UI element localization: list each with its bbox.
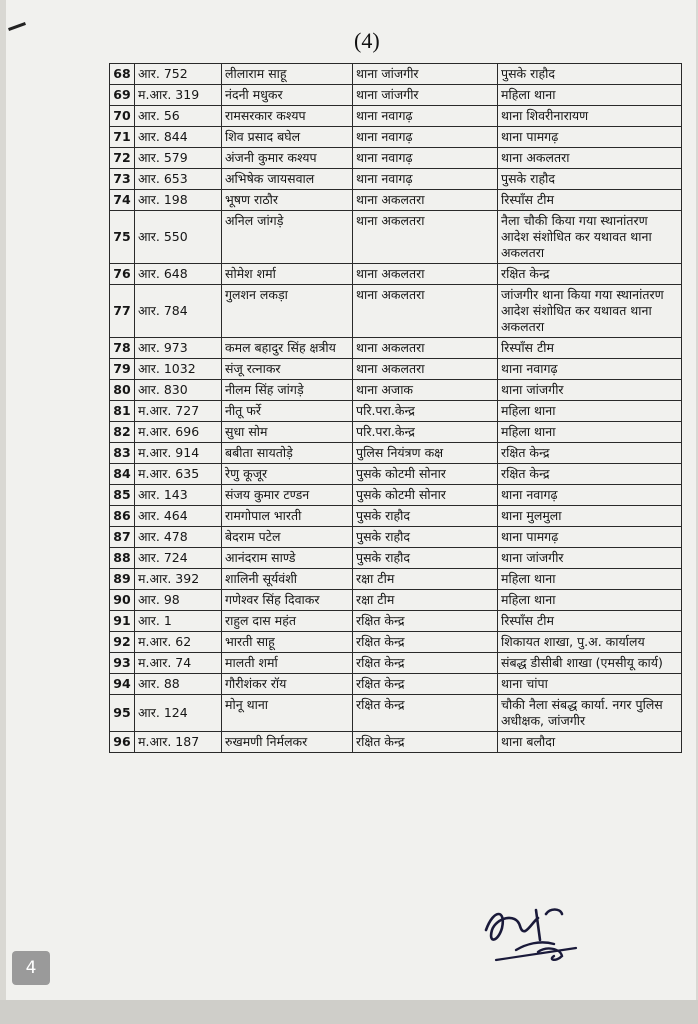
serial-number-cell: 88 [110, 548, 135, 569]
serial-number-cell: 85 [110, 485, 135, 506]
table-row [110, 695, 682, 732]
rank-number-cell: आर. 724 [135, 548, 222, 569]
viewer-page-badge[interactable]: 4 [12, 951, 50, 985]
name-cell: संजू रत्नाकर [222, 359, 353, 380]
serial-number-cell: 95 [110, 695, 135, 732]
name-cell: नीलम सिंह जांगड़े [222, 380, 353, 401]
serial-number-cell: 75 [110, 211, 135, 264]
table-row [110, 506, 682, 527]
table-row [110, 590, 682, 611]
table-row [110, 64, 682, 85]
to-posting-cell: महिला थाना [498, 85, 682, 106]
to-posting-cell: रक्षित केन्द्र [498, 464, 682, 485]
to-posting-cell: थाना मुलमुला [498, 506, 682, 527]
name-cell: गणेश्वर सिंह दिवाकर [222, 590, 353, 611]
name-cell: रुखमणी निर्मलकर [222, 732, 353, 753]
from-posting-cell: पुसके राहौद [353, 527, 498, 548]
serial-number-cell: 84 [110, 464, 135, 485]
serial-number-cell: 76 [110, 264, 135, 285]
from-posting-cell: थाना नवागढ़ [353, 106, 498, 127]
serial-number-cell: 82 [110, 422, 135, 443]
serial-number-cell: 96 [110, 732, 135, 753]
serial-number-cell: 72 [110, 148, 135, 169]
to-posting-cell: थाना अकलतरा [498, 148, 682, 169]
table-row [110, 148, 682, 169]
name-cell: लीलाराम साहू [222, 64, 353, 85]
serial-number-cell: 77 [110, 285, 135, 338]
name-cell: गुलशन लकड़ा [222, 285, 353, 338]
table-row [110, 674, 682, 695]
rank-number-cell: आर. 143 [135, 485, 222, 506]
to-posting-cell: रक्षित केन्द्र [498, 264, 682, 285]
rank-number-cell: आर. 1 [135, 611, 222, 632]
rank-number-cell: आर. 784 [135, 285, 222, 338]
from-posting-cell: रक्षित केन्द्र [353, 674, 498, 695]
name-cell: बबीता सायतोड़े [222, 443, 353, 464]
serial-number-cell: 73 [110, 169, 135, 190]
table-row [110, 422, 682, 443]
from-posting-cell: थाना अकलतरा [353, 285, 498, 338]
serial-number-cell: 87 [110, 527, 135, 548]
from-posting-cell: रक्षित केन्द्र [353, 653, 498, 674]
from-posting-cell: थाना नवागढ़ [353, 169, 498, 190]
rank-number-cell: आर. 550 [135, 211, 222, 264]
table-row [110, 106, 682, 127]
to-posting-cell: नैला चौकी किया गया स्थानांतरण आदेश संशोधित कर यथावत थाना अकलतरा [498, 211, 682, 264]
serial-number-cell: 78 [110, 338, 135, 359]
page-number: (4) [354, 28, 380, 53]
rank-number-cell: आर. 648 [135, 264, 222, 285]
rank-number-cell: आर. 124 [135, 695, 222, 732]
table-row [110, 569, 682, 590]
name-cell: नीतू फर्रे [222, 401, 353, 422]
name-cell: कमल बहादुर सिंह क्षत्रीय [222, 338, 353, 359]
table-row [110, 264, 682, 285]
name-cell: सुधा सोम [222, 422, 353, 443]
rank-number-cell: म.आर. 319 [135, 85, 222, 106]
table-row [110, 632, 682, 653]
name-cell: अभिषेक जायसवाल [222, 169, 353, 190]
from-posting-cell: रक्षित केन्द्र [353, 732, 498, 753]
from-posting-cell: पुसके राहौद [353, 548, 498, 569]
rank-number-cell: आर. 973 [135, 338, 222, 359]
serial-number-cell: 69 [110, 85, 135, 106]
table-row [110, 485, 682, 506]
table-row [110, 527, 682, 548]
rank-number-cell: आर. 653 [135, 169, 222, 190]
table-row [110, 443, 682, 464]
from-posting-cell: रक्षित केन्द्र [353, 695, 498, 732]
rank-number-cell: म.आर. 62 [135, 632, 222, 653]
from-posting-cell: थाना नवागढ़ [353, 148, 498, 169]
rank-number-cell: आर. 844 [135, 127, 222, 148]
to-posting-cell: रिस्पॉंस टीम [498, 190, 682, 211]
from-posting-cell: रक्षा टीम [353, 569, 498, 590]
to-posting-cell: चौकी नैला संबद्ध कार्या. नगर पुलिस अधीक्षक, जांजगीर [498, 695, 682, 732]
table-row [110, 611, 682, 632]
from-posting-cell: थाना अकलतरा [353, 211, 498, 264]
name-cell: सोमेश शर्मा [222, 264, 353, 285]
rank-number-cell: म.आर. 74 [135, 653, 222, 674]
to-posting-cell: महिला थाना [498, 590, 682, 611]
to-posting-cell: थाना नवागढ़ [498, 359, 682, 380]
serial-number-cell: 68 [110, 64, 135, 85]
to-posting-cell: थाना नवागढ़ [498, 485, 682, 506]
name-cell: रामसरकार कश्यप [222, 106, 353, 127]
to-posting-cell: थाना पामगढ़ [498, 527, 682, 548]
to-posting-cell: थाना जांजगीर [498, 380, 682, 401]
to-posting-cell: महिला थाना [498, 569, 682, 590]
rank-number-cell: म.आर. 696 [135, 422, 222, 443]
from-posting-cell: थाना नवागढ़ [353, 127, 498, 148]
from-posting-cell: थाना जांजगीर [353, 85, 498, 106]
rank-number-cell: आर. 88 [135, 674, 222, 695]
serial-number-cell: 71 [110, 127, 135, 148]
to-posting-cell: थाना बलौदा [498, 732, 682, 753]
rank-number-cell: म.आर. 727 [135, 401, 222, 422]
from-posting-cell: पुसके कोटमी सोनार [353, 485, 498, 506]
rank-number-cell: आर. 98 [135, 590, 222, 611]
serial-number-cell: 74 [110, 190, 135, 211]
rank-number-cell: आर. 478 [135, 527, 222, 548]
name-cell: मोनू थाना [222, 695, 353, 732]
serial-number-cell: 83 [110, 443, 135, 464]
name-cell: भूषण राठौर [222, 190, 353, 211]
table-row [110, 285, 682, 338]
serial-number-cell: 80 [110, 380, 135, 401]
name-cell: गौरीशंकर रॉय [222, 674, 353, 695]
document-page [6, 0, 696, 1000]
rank-number-cell: आर. 464 [135, 506, 222, 527]
to-posting-cell: थाना चांपा [498, 674, 682, 695]
rank-number-cell: आर. 198 [135, 190, 222, 211]
name-cell: शिव प्रसाद बघेल [222, 127, 353, 148]
rank-number-cell: म.आर. 914 [135, 443, 222, 464]
table-row [110, 464, 682, 485]
name-cell: बेदराम पटेल [222, 527, 353, 548]
to-posting-cell: शिकायत शाखा, पु.अ. कार्यालय [498, 632, 682, 653]
name-cell: संजय कुमार टण्डन [222, 485, 353, 506]
table-row [110, 211, 682, 264]
table-row [110, 401, 682, 422]
table-row [110, 380, 682, 401]
serial-number-cell: 92 [110, 632, 135, 653]
table-row [110, 169, 682, 190]
transfer-table [109, 63, 682, 753]
table-row [110, 338, 682, 359]
to-posting-cell: जांजगीर थाना किया गया स्थानांतरण आदेश संशोधित कर यथावत थाना अकलतरा [498, 285, 682, 338]
table-row [110, 548, 682, 569]
rank-number-cell: आर. 830 [135, 380, 222, 401]
serial-number-cell: 81 [110, 401, 135, 422]
to-posting-cell: महिला थाना [498, 401, 682, 422]
from-posting-cell: थाना जांजगीर [353, 64, 498, 85]
serial-number-cell: 89 [110, 569, 135, 590]
name-cell: अंजनी कुमार कश्यप [222, 148, 353, 169]
to-posting-cell: थाना शिवरीनारायण [498, 106, 682, 127]
table-row [110, 85, 682, 106]
to-posting-cell: संबद्ध डीसीबी शाखा (एमसीयू कार्य) [498, 653, 682, 674]
rank-number-cell: म.आर. 187 [135, 732, 222, 753]
to-posting-cell: रिस्पॉंस टीम [498, 338, 682, 359]
from-posting-cell: थाना अकलतरा [353, 264, 498, 285]
from-posting-cell: रक्षा टीम [353, 590, 498, 611]
to-posting-cell: रक्षित केन्द्र [498, 443, 682, 464]
rank-number-cell: म.आर. 392 [135, 569, 222, 590]
to-posting-cell: पुसके राहौद [498, 169, 682, 190]
name-cell: रेणु कूजूर [222, 464, 353, 485]
from-posting-cell: परि.परा.केन्द्र [353, 422, 498, 443]
table-row [110, 732, 682, 753]
from-posting-cell: परि.परा.केन्द्र [353, 401, 498, 422]
name-cell: नंदनी मधुकर [222, 85, 353, 106]
serial-number-cell: 93 [110, 653, 135, 674]
from-posting-cell: रक्षित केन्द्र [353, 632, 498, 653]
rank-number-cell: आर. 56 [135, 106, 222, 127]
serial-number-cell: 90 [110, 590, 135, 611]
from-posting-cell: पुसके कोटमी सोनार [353, 464, 498, 485]
from-posting-cell: थाना अकलतरा [353, 359, 498, 380]
from-posting-cell: थाना अजाक [353, 380, 498, 401]
name-cell: शालिनी सूर्यवंशी [222, 569, 353, 590]
table-row [110, 190, 682, 211]
table-row [110, 359, 682, 380]
name-cell: राहुल दास महंत [222, 611, 353, 632]
name-cell: रामगोपाल भारती [222, 506, 353, 527]
serial-number-cell: 91 [110, 611, 135, 632]
to-posting-cell: थाना जांजगीर [498, 548, 682, 569]
table-row [110, 653, 682, 674]
to-posting-cell: थाना पामगढ़ [498, 127, 682, 148]
name-cell: अनिल जांगड़े [222, 211, 353, 264]
rank-number-cell: म.आर. 635 [135, 464, 222, 485]
to-posting-cell: महिला थाना [498, 422, 682, 443]
table-row [110, 127, 682, 148]
serial-number-cell: 86 [110, 506, 135, 527]
serial-number-cell: 70 [110, 106, 135, 127]
serial-number-cell: 79 [110, 359, 135, 380]
from-posting-cell: रक्षित केन्द्र [353, 611, 498, 632]
name-cell: भारती साहू [222, 632, 353, 653]
page-gap [0, 1000, 698, 1024]
from-posting-cell: थाना अकलतरा [353, 338, 498, 359]
from-posting-cell: पुसके राहौद [353, 506, 498, 527]
to-posting-cell: पुसके राहौद [498, 64, 682, 85]
serial-number-cell: 94 [110, 674, 135, 695]
name-cell: आनंदराम साण्डे [222, 548, 353, 569]
from-posting-cell: थाना अकलतरा [353, 190, 498, 211]
to-posting-cell: रिस्पॉंस टीम [498, 611, 682, 632]
rank-number-cell: आर. 1032 [135, 359, 222, 380]
handwritten-signature [476, 900, 586, 970]
rank-number-cell: आर. 579 [135, 148, 222, 169]
pen-mark [8, 22, 26, 31]
from-posting-cell: पुलिस नियंत्रण कक्ष [353, 443, 498, 464]
rank-number-cell: आर. 752 [135, 64, 222, 85]
name-cell: मालती शर्मा [222, 653, 353, 674]
